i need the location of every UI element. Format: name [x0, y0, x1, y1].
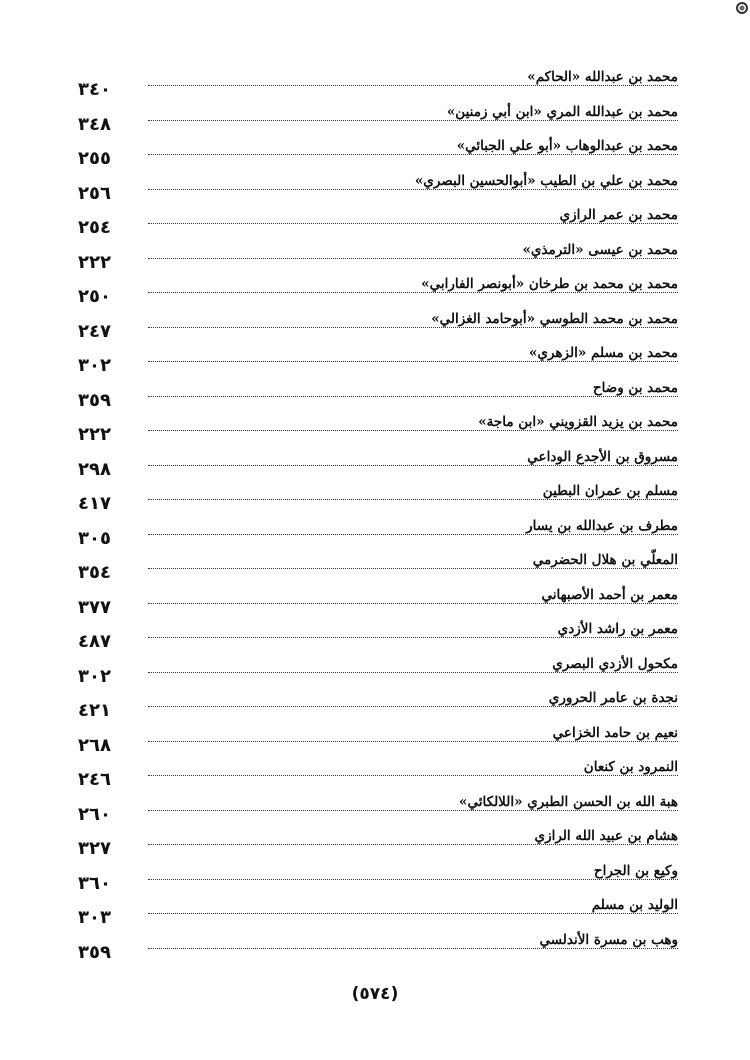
dotted-leader	[148, 741, 678, 742]
dotted-leader	[148, 361, 678, 362]
index-entry	[78, 446, 678, 481]
dotted-leader	[148, 948, 678, 949]
entry-page: ٤١٧	[78, 493, 111, 514]
entry-name: وهب بن مسرة الأندلسي	[539, 931, 678, 948]
index-entry	[78, 515, 678, 550]
index-entry	[78, 480, 678, 515]
page-number: (٥٧٤)	[351, 984, 399, 1004]
index-entry	[78, 618, 678, 653]
index-entry	[78, 584, 678, 619]
entry-name: محمد بن عبدالوهاب «أبو علي الجبائي»	[456, 138, 678, 154]
entry-name: معمر بن أحمد الأصبهاني	[541, 586, 678, 603]
entry-name: محمد بن عمر الرازي	[559, 207, 678, 223]
index-entry	[78, 722, 678, 757]
entry-name: محمد بن علي بن الطيب «أبوالحسين البصري»	[414, 172, 678, 189]
entry-name: معمر بن راشد الأزدي	[557, 621, 678, 637]
dotted-leader	[148, 465, 678, 466]
entry-page: ٤٢١	[78, 700, 111, 721]
entry-name: محمد بن عيسى «الترمذي»	[522, 241, 678, 258]
entry-page: ٣٥٩	[78, 389, 111, 411]
entry-page: ٢٥٦	[78, 182, 111, 204]
dotted-leader	[148, 672, 678, 673]
entry-name: مطرف بن عبدالله بن يسار	[526, 517, 678, 534]
entry-page: ٣٠٥	[78, 527, 111, 549]
entry-page: ٣٧٧	[78, 596, 111, 618]
index-entry	[78, 756, 678, 791]
entry-name: مسروق بن الأجدع الوداعي	[527, 448, 678, 465]
entry-page: ٣٦٠	[78, 872, 111, 894]
index-entry	[78, 894, 678, 929]
entry-name: محمد بن مسلم «الزهري»	[528, 345, 678, 361]
index-entry	[78, 825, 678, 860]
entry-name: مكحول الأزدي البصري	[552, 655, 678, 672]
index-entry	[78, 239, 678, 274]
entry-page: ٢٥٠	[78, 286, 111, 307]
dotted-leader	[148, 430, 678, 431]
dotted-leader	[148, 810, 678, 811]
entry-name: المعلّي بن هلال الحضرمي	[532, 552, 678, 568]
entry-name: مسلم بن عمران البطين	[542, 483, 678, 499]
index-list	[78, 66, 678, 963]
entry-page: ٣٠٢	[78, 665, 111, 687]
entry-page: ٢٢٢	[78, 424, 111, 445]
entry-page: ٣٠٣	[78, 907, 111, 928]
index-entry	[78, 549, 678, 584]
dotted-leader	[148, 534, 678, 535]
entry-name: الوليد بن مسلم	[591, 897, 678, 913]
index-entry	[78, 273, 678, 308]
dotted-leader	[148, 258, 678, 259]
dotted-leader	[148, 844, 678, 845]
index-entry	[78, 687, 678, 722]
entry-name: وكيع بن الجراح	[593, 862, 678, 879]
dotted-leader	[148, 327, 678, 328]
index-entry	[78, 377, 678, 412]
entry-name: محمد بن عبدالله المري «ابن أبي زمنين»	[446, 103, 678, 120]
index-entry	[78, 101, 678, 136]
entry-name: محمد بن محمد الطوسي «أبوحامد الغزالي»	[431, 310, 678, 327]
entry-name: هشام بن عبيد الله الرازي	[534, 828, 678, 844]
dotted-leader	[148, 499, 678, 500]
entry-name: نجدة بن عامر الحروري	[548, 690, 678, 706]
entry-page: ٢٤٦	[78, 769, 111, 790]
dotted-leader	[148, 706, 678, 707]
dotted-leader	[148, 120, 678, 121]
entry-name: نعيم بن حامد الخزاعي	[552, 724, 678, 741]
entry-name: محمد بن عبدالله «الحاكم»	[527, 69, 678, 85]
entry-page: ٣٠٢	[78, 355, 111, 376]
dotted-leader	[148, 154, 678, 155]
entry-page: ٣٥٩	[78, 941, 111, 963]
index-entry	[78, 929, 678, 964]
scan-mark-icon	[736, 2, 748, 14]
index-entry	[78, 66, 678, 101]
entry-page: ٢٦٠	[78, 803, 111, 825]
entry-page: ٣٤٨	[78, 113, 111, 135]
entry-page: ٣٢٧	[78, 838, 111, 859]
entry-page: ٢٥٤	[78, 217, 111, 238]
index-entry	[78, 204, 678, 239]
entry-page: ٢٩٨	[78, 458, 111, 480]
dotted-leader	[148, 568, 678, 569]
dotted-leader	[148, 223, 678, 224]
entry-page: ٢٤٧	[78, 320, 111, 342]
dotted-leader	[148, 189, 678, 190]
index-entry	[78, 653, 678, 688]
entry-name: هبة الله بن الحسن الطبري «اللالكائي»	[459, 793, 678, 810]
entry-name: محمد بن وضاح	[592, 379, 678, 396]
dotted-leader	[148, 637, 678, 638]
entry-page: ٢٥٥	[78, 148, 111, 169]
index-entry	[78, 860, 678, 895]
index-entry	[78, 342, 678, 377]
index-entry	[78, 308, 678, 343]
dotted-leader	[148, 292, 678, 293]
dotted-leader	[148, 85, 678, 86]
index-entry	[78, 170, 678, 205]
dotted-leader	[148, 913, 678, 914]
dotted-leader	[148, 396, 678, 397]
index-entry	[78, 411, 678, 446]
entry-page: ٤٨٧	[78, 631, 111, 652]
dotted-leader	[148, 879, 678, 880]
index-entry	[78, 791, 678, 826]
entry-name: محمد بن محمد بن طرخان «أبونصر الفارابي»	[421, 276, 678, 292]
dotted-leader	[148, 775, 678, 776]
entry-page: ٣٤٠	[78, 79, 111, 100]
entry-name: محمد بن يزيد القزويني «ابن ماجة»	[478, 414, 678, 430]
dotted-leader	[148, 603, 678, 604]
index-entry	[78, 135, 678, 170]
entry-page: ٣٥٤	[78, 562, 111, 583]
entry-page: ٢٢٢	[78, 251, 111, 273]
entry-name: النمرود بن كنعان	[583, 759, 678, 775]
entry-page: ٢٦٨	[78, 734, 111, 756]
